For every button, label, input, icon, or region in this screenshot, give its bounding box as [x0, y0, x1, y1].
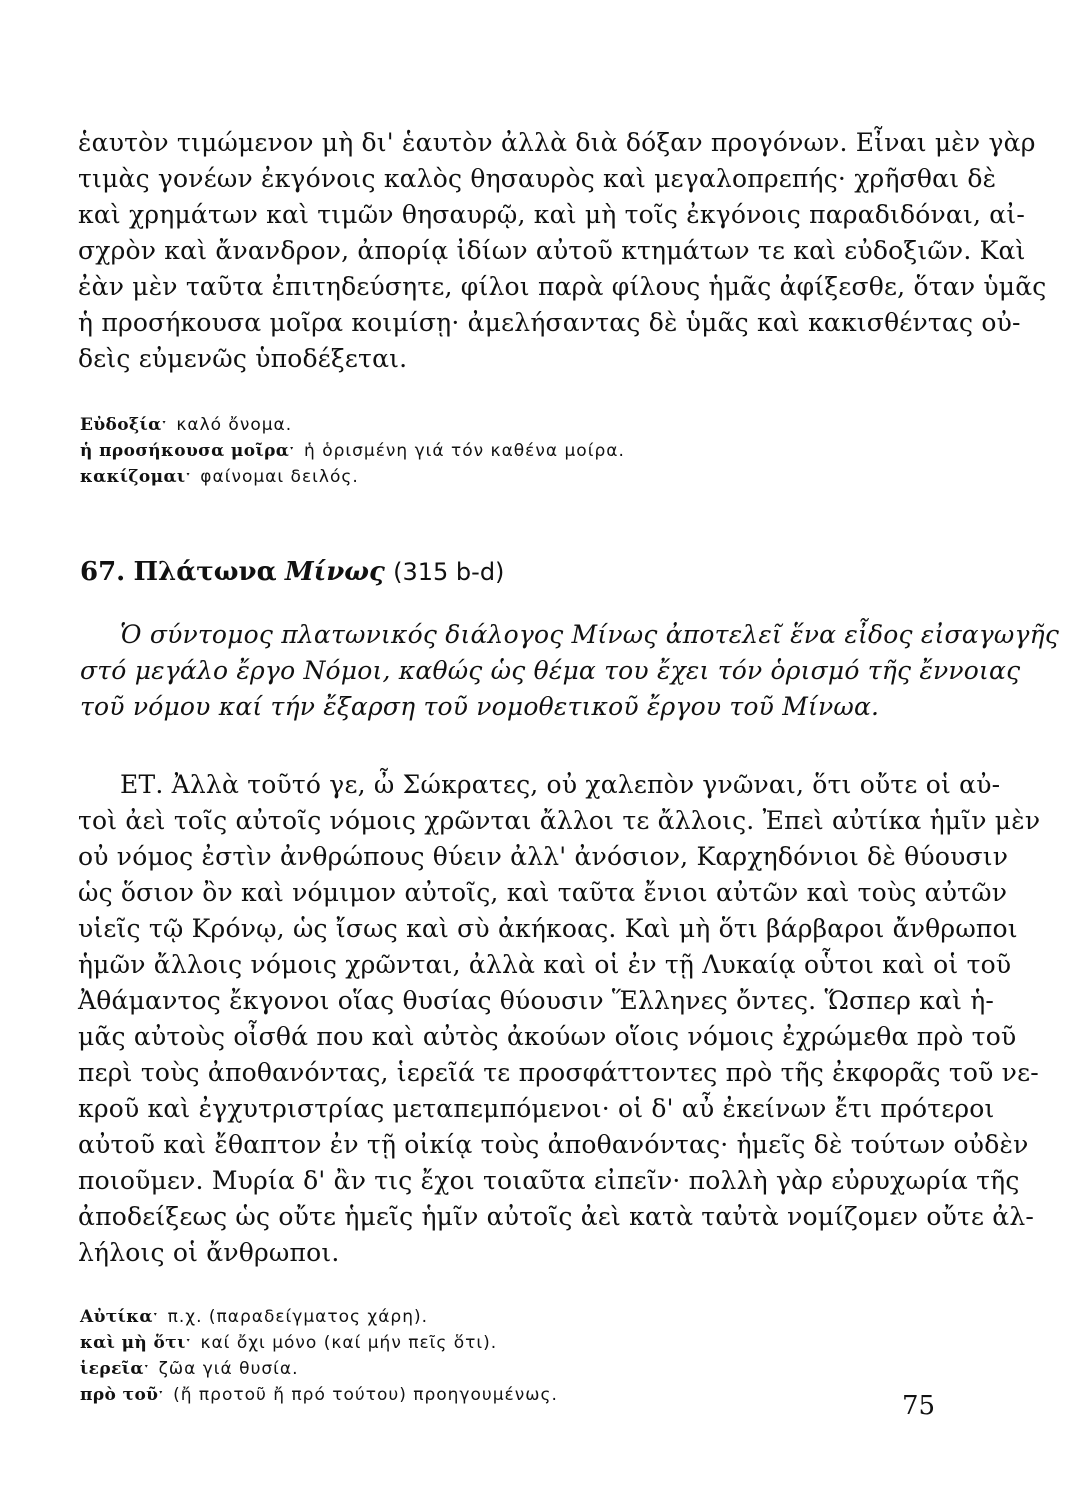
- glossary-term: Εὐδοξία: [80, 415, 162, 435]
- glossary-definition: καλό ὄνομα.: [176, 415, 293, 435]
- glossary-entry: πρὸ τοῦˑ (ἤ προτοῦ ἤ πρό τούτου) προηγουμένως.: [80, 1385, 558, 1405]
- intro-line: στό μεγάλο ἔργο Νόμοι, καθώς ὡς θέμα του ἔχει τόν ὁρισμό τῆς ἔννοιας: [80, 656, 1021, 685]
- text-line: ἡ προσήκουσα μοῖρα κοιμίσῃ· ἀμελήσαντας δὲ ὑμᾶς καὶ κακισθέντας οὐ-: [78, 308, 1021, 337]
- glossary-term: ἱερεῖα: [80, 1359, 144, 1379]
- glossary-term: πρὸ τοῦ: [80, 1385, 159, 1405]
- text-line: ἑαυτὸν τιμώμενον μὴ δι' ἑαυτὸν ἀλλὰ διὰ δόξαν προγόνων. Εἶναι μὲν γὰρ: [78, 128, 1036, 157]
- section-reference: (315 b-d): [393, 558, 505, 586]
- glossary-entry: κακίζομαιˑ φαίνομαι δειλός.: [80, 467, 359, 487]
- text-line: ἐὰν μὲν ταῦτα ἐπιτηδεύσητε, φίλοι παρὰ φίλους ἡμᾶς ἀφίξεσθε, ὅταν ὑμᾶς: [78, 272, 1047, 301]
- glossary-entry: καὶ μὴ ὅτιˑ καί ὄχι μόνο (καί μήν πεῖς ὅτι).: [80, 1333, 498, 1353]
- text-line: τοὶ ἀεὶ τοῖς αὐτοῖς νόμοις χρῶνται ἄλλοι τε ἄλλοις. Ἐπεὶ αὐτίκα ἡμῖν μὲν: [78, 806, 1041, 835]
- glossary-definition: ζῶα γιά θυσία.: [158, 1359, 299, 1379]
- section-number: 67.: [80, 557, 126, 587]
- glossary-definition: π.χ. (παραδείγματος χάρη).: [167, 1307, 429, 1327]
- section-author: Πλάτωνα: [133, 557, 277, 587]
- text-line: οὐ νόμος ἐστὶν ἀνθρώπους θύειν ἀλλ' ἀνόσιον, Καρχηδόνιοι δὲ θύουσιν: [78, 842, 1009, 871]
- glossary-entry: Εὐδοξίαˑ καλό ὄνομα.: [80, 415, 293, 435]
- text-line: σχρὸν καὶ ἄνανδρον, ἀπορίᾳ ἰδίων αὐτοῦ κτημάτων τε καὶ εὐδοξιῶν. Καὶ: [78, 236, 1026, 265]
- text-line: δεὶς εὐμενῶς ὑποδέξεται.: [78, 344, 408, 373]
- text-line: τιμὰς γονέων ἐκγόνοις καλὸς θησαυρὸς καὶ μεγαλοπρεπής· χρῆσθαι δὲ: [78, 164, 997, 193]
- text-line: Ἀθάμαντος ἔκγονοι οἵας θυσίας θύουσιν Ἕλληνες ὄντες. Ὥσπερ καὶ ἡ-: [78, 986, 995, 1015]
- section-work-title: Μίνως: [284, 557, 385, 587]
- glossary-term: ἡ προσήκουσα μοῖρα: [80, 441, 290, 461]
- glossary-definition: (ἤ προτοῦ ἤ πρό τούτου) προηγουμένως.: [173, 1385, 558, 1405]
- glossary-definition: φαίνομαι δειλός.: [200, 467, 359, 487]
- glossary-entry: ἱερεῖαˑ ζῶα γιά θυσία.: [80, 1359, 299, 1379]
- text-line: περὶ τοὺς ἀποθανόντας, ἱερεῖά τε προσφάττοντες πρὸ τῆς ἐκφορᾶς τοῦ νε-: [78, 1058, 1039, 1087]
- text-line: ἀποδείξεως ὡς οὔτε ἡμεῖς ἡμῖν αὐτοῖς ἀεὶ κατὰ ταὐτὰ νομίζομεν οὔτε ἀλ-: [78, 1202, 1035, 1231]
- text-line: μᾶς αὐτοὺς οἶσθά που καὶ αὐτὸς ἀκούων οἵοις νόμοις ἐχρώμεθα πρὸ τοῦ: [78, 1022, 1017, 1051]
- text-line: ὡς ὅσιον ὂν καὶ νόμιμον αὐτοῖς, καὶ ταῦτα ἔνιοι αὐτῶν καὶ τοὺς αὐτῶν: [78, 878, 1008, 907]
- text-line: ποιοῦμεν. Μυρία δ' ἂν τις ἔχοι τοιαῦτα εἰπεῖν· πολλὴ γὰρ εὐρυχωρία τῆς: [78, 1166, 1020, 1195]
- text-line: ἡμῶν ἄλλοις νόμοις χρῶνται, ἀλλὰ καὶ οἱ ἐν τῇ Λυκαίᾳ οὗτοι καὶ οἱ τοῦ: [78, 950, 1012, 979]
- page-number: 75: [902, 1391, 936, 1421]
- text-line: καὶ χρημάτων καὶ τιμῶν θησαυρῷ, καὶ μὴ τοῖς ἐκγόνοις παραδιδόναι, αἰ-: [78, 200, 1026, 229]
- glossary-term: κακίζομαι: [80, 467, 186, 487]
- intro-line: τοῦ νόμου καί τήν ἔξαρση τοῦ νομοθετικοῦ ἔργου τοῦ Μίνωα.: [80, 692, 880, 721]
- intro-line: Ὁ σύντομος πλατωνικός διάλογος Μίνως ἀποτελεῖ ἕνα εἶδος εἰσαγωγῆς: [120, 620, 1060, 649]
- glossary-definition: ἡ ὁρισμένη γιά τόν καθένα μοίρα.: [304, 441, 625, 461]
- text-line: κροῦ καὶ ἐγχυτριστρίας μεταπεμπόμενοι· οἱ δ' αὖ ἐκείνων ἔτι πρότεροι: [78, 1094, 995, 1123]
- glossary-entry: ἡ προσήκουσα μοῖραˑ ἡ ὁρισμένη γιά τόν καθένα μοίρα.: [80, 441, 625, 461]
- section-heading: [80, 556, 504, 588]
- glossary-entry: Αὐτίκαˑ π.χ. (παραδείγματος χάρη).: [80, 1307, 429, 1327]
- text-line: υἱεῖς τῷ Κρόνῳ, ὡς ἴσως καὶ σὺ ἀκήκοας. Καὶ μὴ ὅτι βάρβαροι ἄνθρωποι: [78, 914, 1018, 943]
- text-line: ΕΤ. Ἀλλὰ τοῦτό γε, ὦ Σώκρατες, οὐ χαλεπὸν γνῶναι, ὅτι οὔτε οἱ αὐ-: [120, 770, 1001, 799]
- glossary-term: Αὐτίκα: [80, 1307, 153, 1327]
- text-line: αὐτοῦ καὶ ἔθαπτον ἐν τῇ οἰκίᾳ τοὺς ἀποθανόντας· ἡμεῖς δὲ τούτων οὐδὲν: [78, 1130, 1029, 1159]
- glossary-term: καὶ μὴ ὅτι: [80, 1333, 186, 1353]
- glossary-definition: καί ὄχι μόνο (καί μήν πεῖς ὅτι).: [200, 1333, 498, 1353]
- text-line: λήλοις οἱ ἄνθρωποι.: [78, 1238, 340, 1267]
